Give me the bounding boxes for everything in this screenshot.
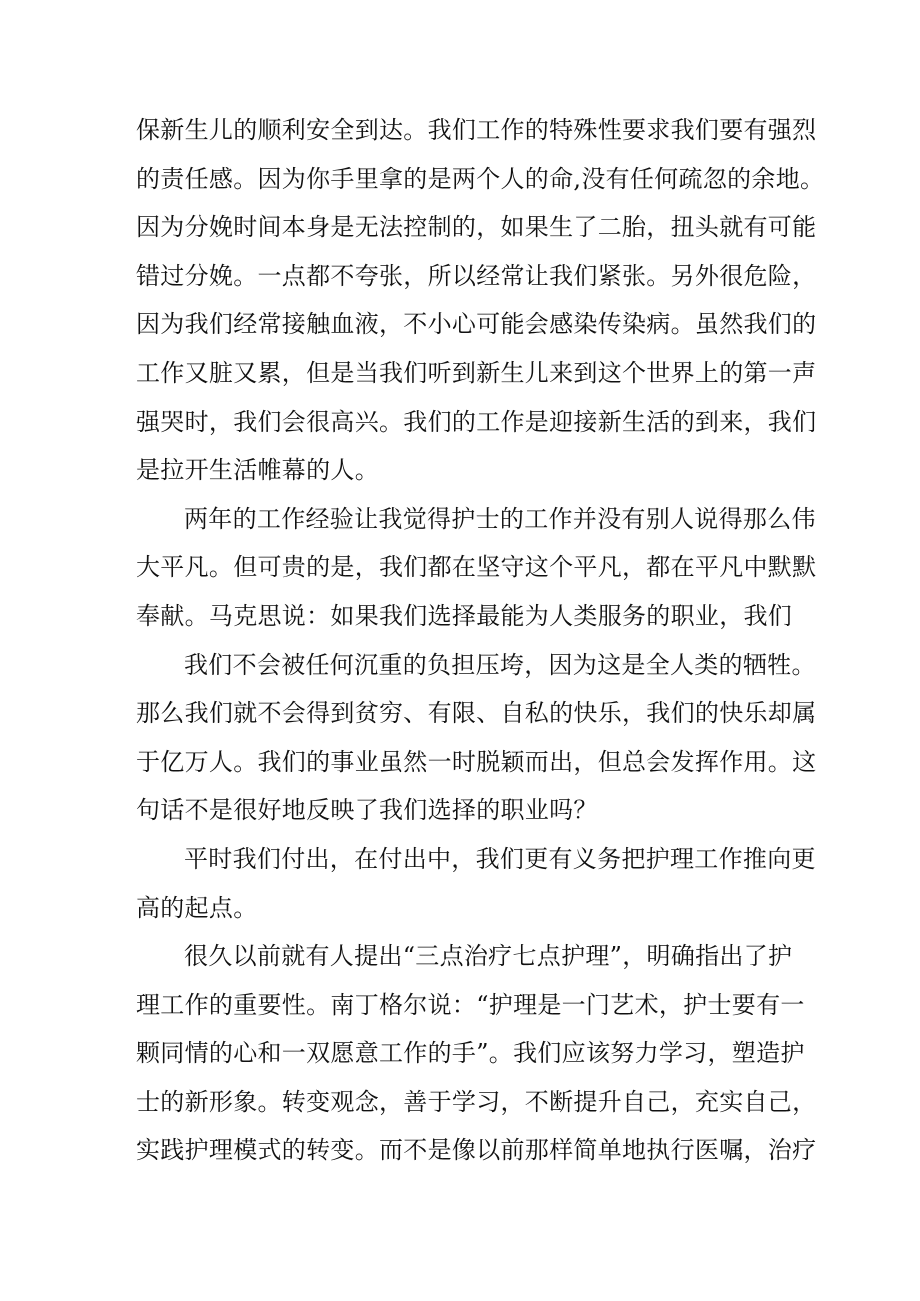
text-line: 错过分娩。一点都不夸张，所以经常让我们紧张。另外很危险， bbox=[136, 261, 817, 290]
paragraph-4 bbox=[136, 835, 816, 932]
text-line: 士的新形象。转变观念，善于学习，不断提升自己，充实自己， bbox=[136, 1087, 817, 1116]
document-body bbox=[136, 106, 825, 1175]
text-line: 的责任感。因为你手里拿的是两个人的命,没有任何疏忽的余地。 bbox=[136, 164, 825, 193]
text-line: 平时我们付出，在付出中，我们更有义务把护理工作推向更 bbox=[184, 844, 816, 873]
text-line: 是拉开生活帷幕的人。 bbox=[136, 456, 379, 485]
paragraph-5 bbox=[136, 932, 817, 1175]
text-line: 因为我们经常接触血液，不小心可能会感染传染病。虽然我们的 bbox=[136, 310, 817, 339]
text-line: 颗同情的心和一双愿意工作的手”。我们应该努力学习，塑造护 bbox=[136, 1039, 805, 1068]
paragraph-1 bbox=[136, 106, 825, 495]
text-line: 大平凡。但可贵的是，我们都在坚守这个平凡，都在平凡中默默 bbox=[136, 553, 817, 582]
text-line: 因为分娩时间本身是无法控制的，如果生了二胎，扭头就有可能 bbox=[136, 213, 817, 242]
text-line: 奉献。马克思说：如果我们选择最能为人类服务的职业，我们 bbox=[136, 601, 793, 630]
text-line: 理工作的重要性。南丁格尔说：“护理是一门艺术，护士要有一 bbox=[136, 990, 805, 1019]
text-line: 很久以前就有人提出“三点治疗七点护理”，明确指出了护 bbox=[184, 942, 793, 971]
text-line: 高的起点。 bbox=[136, 893, 258, 922]
text-line: 实践护理模式的转变。而不是像以前那样简单地执行医嘱，治疗 bbox=[136, 1136, 817, 1165]
text-line: 那么我们就不会得到贫穷、有限、自私的快乐，我们的快乐却属 bbox=[136, 699, 817, 728]
text-line: 工作又脏又累，但是当我们听到新生儿来到这个世界上的第一声 bbox=[136, 358, 817, 387]
text-line: 句话不是很好地反映了我们选择的职业吗？ bbox=[136, 796, 598, 825]
text-line: 两年的工作经验让我觉得护士的工作并没有别人说得那么伟 bbox=[184, 504, 816, 533]
text-line: 强哭时，我们会很高兴。我们的工作是迎接新生活的到来，我们 bbox=[136, 407, 817, 436]
text-line: 于亿万人。我们的事业虽然一时脱颖而出，但总会发挥作用。这 bbox=[136, 747, 817, 776]
paragraph-2 bbox=[136, 495, 817, 641]
text-line: 保新生儿的顺利安全到达。我们工作的特殊性要求我们要有强烈 bbox=[136, 116, 817, 144]
paragraph-3 bbox=[136, 641, 817, 835]
text-line: 我们不会被任何沉重的负担压垮，因为这是全人类的牺牲。 bbox=[184, 650, 816, 679]
